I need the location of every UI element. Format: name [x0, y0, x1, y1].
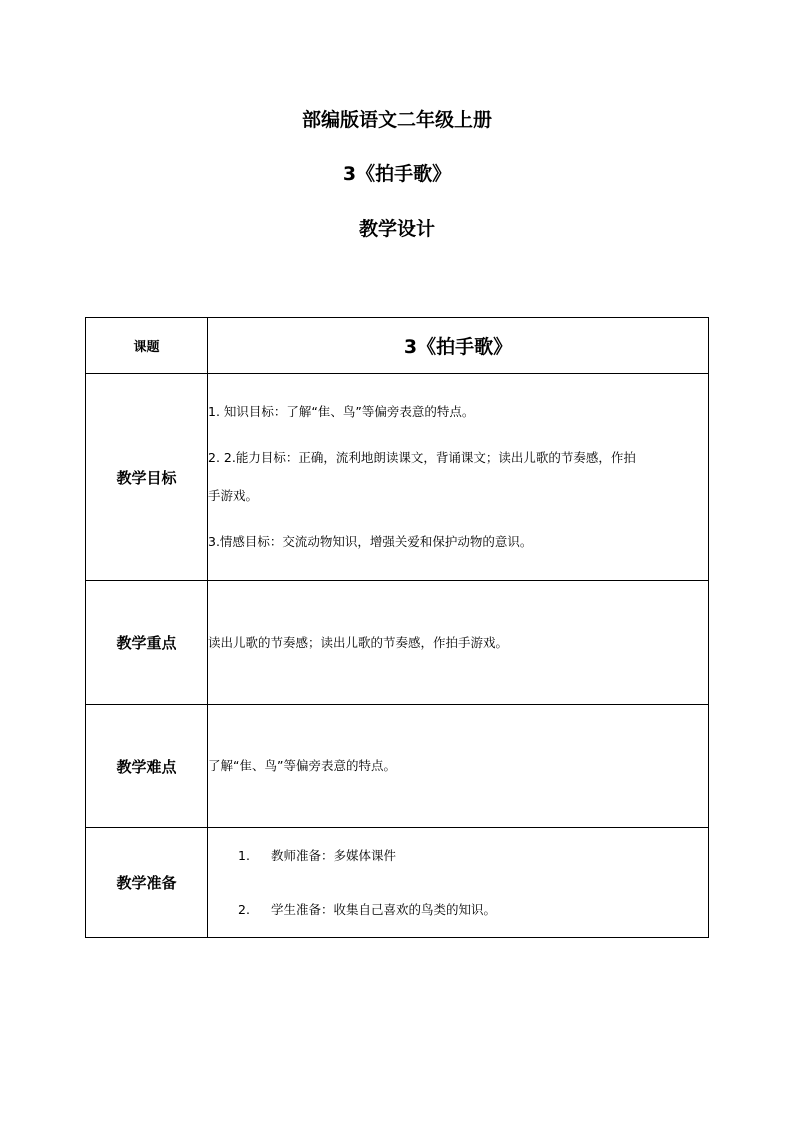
list-item-text: 教师准备：多媒体课件	[271, 847, 397, 863]
difficulties-value: 了解“隹、鸟”等偏旁表意的特点。	[208, 705, 709, 828]
topic-label: 课题	[86, 318, 208, 374]
preparation-content	[208, 828, 709, 938]
table-row-difficulties	[86, 705, 709, 828]
goal-ability	[208, 439, 708, 515]
document-subtitle: 教学设计	[358, 218, 435, 240]
table-row-topic	[86, 318, 709, 374]
goal-ability-line-1: 2. 2.能力目标：正确，流利地朗读课文，背诵课文；读出儿歌的节奏感，作拍	[208, 450, 636, 465]
key-points-label: 教学重点	[86, 581, 208, 705]
goals-label: 教学目标	[86, 374, 208, 581]
list-item-text: 学生准备：收集自己喜欢的鸟类的知识。	[271, 901, 497, 917]
goal-knowledge: 1. 知识目标：了解“隹、鸟”等偏旁表意的特点。	[208, 404, 475, 419]
goals-content	[208, 374, 709, 581]
table-row-goals	[86, 374, 709, 581]
table-row-preparation	[86, 828, 709, 938]
lesson-plan-table	[85, 317, 709, 938]
difficulties-label: 教学难点	[86, 705, 208, 828]
topic-value: 3《拍手歌》	[208, 318, 709, 374]
list-item-number: 2.	[238, 901, 250, 917]
document-title: 部编版语文二年级上册	[301, 109, 492, 131]
preparation-list	[208, 846, 708, 920]
list-item	[238, 900, 708, 920]
key-points-value: 读出儿歌的节奏感；读出儿歌的节奏感，作拍手游戏。	[208, 581, 709, 705]
table-row-key-points	[86, 581, 709, 705]
goal-emotion: 3.情感目标：交流动物知识，增强关爱和保护动物的意识。	[208, 534, 533, 549]
goal-ability-line-2: 手游戏。	[208, 488, 259, 503]
list-item-number: 1.	[238, 847, 250, 863]
preparation-label: 教学准备	[86, 828, 208, 938]
lesson-title: 3《拍手歌》	[342, 163, 452, 185]
list-item	[238, 846, 708, 866]
